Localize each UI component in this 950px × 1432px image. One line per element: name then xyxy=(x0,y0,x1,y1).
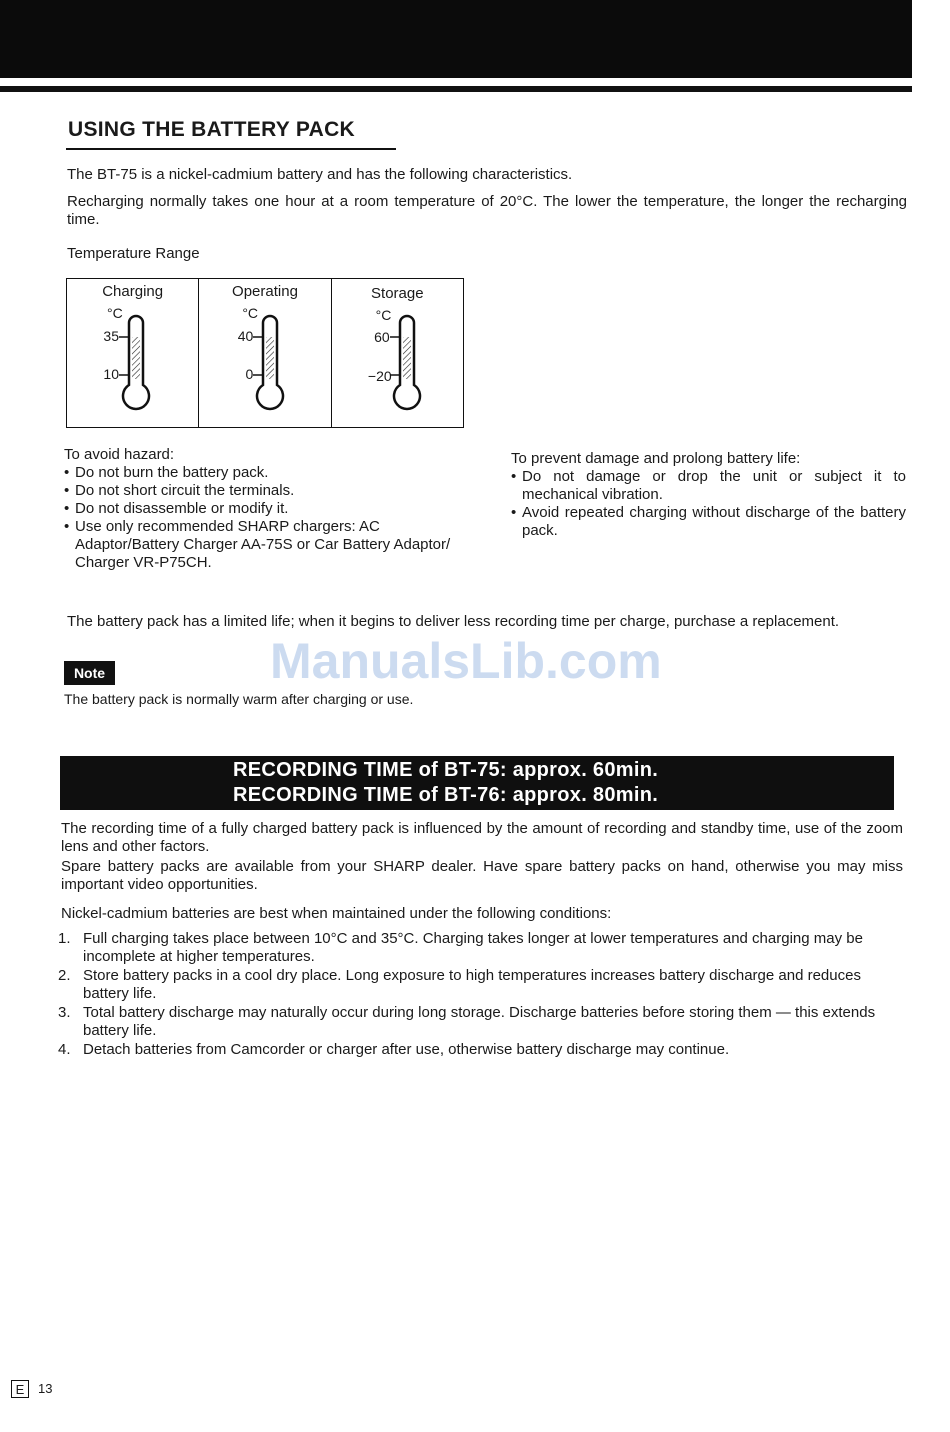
bullet: • xyxy=(64,500,70,517)
unit-label: °C xyxy=(242,305,259,321)
list-item xyxy=(58,967,903,1003)
hazard-section xyxy=(64,446,464,572)
list-item-text: Store battery packs in a cool dry place. Long exposure to high temperatures increases battery discharge and reduces battery life. xyxy=(83,967,861,1002)
header-rule xyxy=(0,86,912,92)
thermometer-icon xyxy=(250,313,290,413)
unit-label: °C xyxy=(107,305,123,321)
list-item-text: Full charging takes place between 10°C and 35°C. Charging takes longer at lower temperatures and charging may be incomplete at higher temperatures. xyxy=(83,930,863,965)
high-temp-label: 40 xyxy=(237,328,254,344)
temperature-range-label: Temperature Range xyxy=(67,245,200,262)
recording-time-line-1: RECORDING TIME of BT-75: approx. 60min. xyxy=(233,759,659,781)
list-item xyxy=(58,1041,903,1059)
recording-paragraph-3: Nickel-cadmium batteries are best when maintained under the following conditions: xyxy=(61,905,612,922)
list-item-text: Do not disassemble or modify it. xyxy=(75,500,289,517)
list-item xyxy=(64,464,464,482)
low-temp-label: 10 xyxy=(103,366,119,382)
note-text: The battery pack is normally warm after charging or use. xyxy=(64,691,414,707)
hazard-heading: To avoid hazard: xyxy=(64,446,175,463)
list-item-text: Total battery discharge may naturally occur during long storage. Discharge batteries before storing them — this extends battery life. xyxy=(83,1004,876,1039)
hazard-list xyxy=(64,464,464,572)
bullet: • xyxy=(64,464,70,481)
recording-paragraph-1: The recording time of a fully charged battery pack is influenced by the amount of recording and standby time, use of the zoom lens and other factors. xyxy=(61,820,903,855)
bullet: • xyxy=(64,518,70,535)
column-heading: Operating xyxy=(232,283,298,300)
low-temp-label: 0 xyxy=(245,366,254,382)
bullet: • xyxy=(511,468,517,485)
column-heading: Storage xyxy=(371,285,424,302)
thermometer-icon xyxy=(116,313,156,413)
prevent-list xyxy=(511,468,906,540)
recording-paragraph-2: Spare battery packs are available from your SHARP dealer. Have spare battery packs on hand, otherwise you may miss important video opportunities. xyxy=(61,858,903,893)
list-item xyxy=(58,930,903,966)
list-item xyxy=(58,1004,903,1040)
recording-time-banner xyxy=(60,756,894,810)
list-item xyxy=(511,468,906,504)
temperature-range-table xyxy=(66,278,464,428)
list-item xyxy=(511,504,906,540)
list-item-text: Detach batteries from Camcorder or charger after use, otherwise battery discharge may continue. xyxy=(83,1041,730,1058)
high-temp-label: 35 xyxy=(103,328,119,344)
list-item xyxy=(64,500,464,518)
list-number: 3. xyxy=(58,1004,71,1021)
prevent-section xyxy=(511,450,906,540)
list-number: 1. xyxy=(58,930,71,947)
page-number: 13 xyxy=(38,1381,53,1396)
column-heading: Charging xyxy=(102,283,164,300)
bullet: • xyxy=(511,504,517,521)
list-item-text: Do not short circuit the terminals. xyxy=(75,482,295,499)
charging-column xyxy=(67,279,198,427)
conditions-list xyxy=(58,930,903,1060)
list-item xyxy=(64,482,464,500)
list-item-text: Avoid repeated charging without discharge of the battery pack. xyxy=(522,504,906,539)
storage-column xyxy=(331,279,463,427)
list-item-text: Use only recommended SHARP chargers: AC Adaptor/Battery Charger AA-75S or Car Battery Adaptor/ Charger VR-P75CH. xyxy=(75,518,451,571)
note-badge: Note xyxy=(64,661,115,685)
low-temp-label: −20 xyxy=(367,368,392,384)
list-number: 4. xyxy=(58,1041,71,1058)
intro-paragraph-1: The BT-75 is a nickel-cadmium battery and has the following characteristics. xyxy=(67,166,573,183)
operating-column xyxy=(198,279,330,427)
language-code-box: E xyxy=(11,1380,29,1398)
header-band xyxy=(0,0,912,78)
list-number: 2. xyxy=(58,967,71,984)
unit-label: °C xyxy=(375,307,392,323)
prevent-heading: To prevent damage and prolong battery life: xyxy=(511,450,801,467)
intro-paragraph-2: Recharging normally takes one hour at a room temperature of 20°C. The lower the temperature, the longer the recharging time. xyxy=(67,193,907,228)
list-item-text: Do not burn the battery pack. xyxy=(75,464,269,481)
thermometer-icon xyxy=(387,313,427,413)
recording-time-line-2: RECORDING TIME of BT-76: approx. 80min. xyxy=(233,784,659,806)
section-title: USING THE BATTERY PACK xyxy=(68,118,356,141)
high-temp-label: 60 xyxy=(374,329,390,345)
bullet: • xyxy=(64,482,70,499)
watermark: ManualsLib.com xyxy=(270,633,662,689)
title-underline xyxy=(66,148,396,150)
list-item-text: Do not damage or drop the unit or subject it to mechanical vibration. xyxy=(522,468,906,503)
limited-life-text: The battery pack has a limited life; when it begins to deliver less recording time per charge, purchase a replacement. xyxy=(67,613,840,630)
list-item xyxy=(64,518,464,572)
